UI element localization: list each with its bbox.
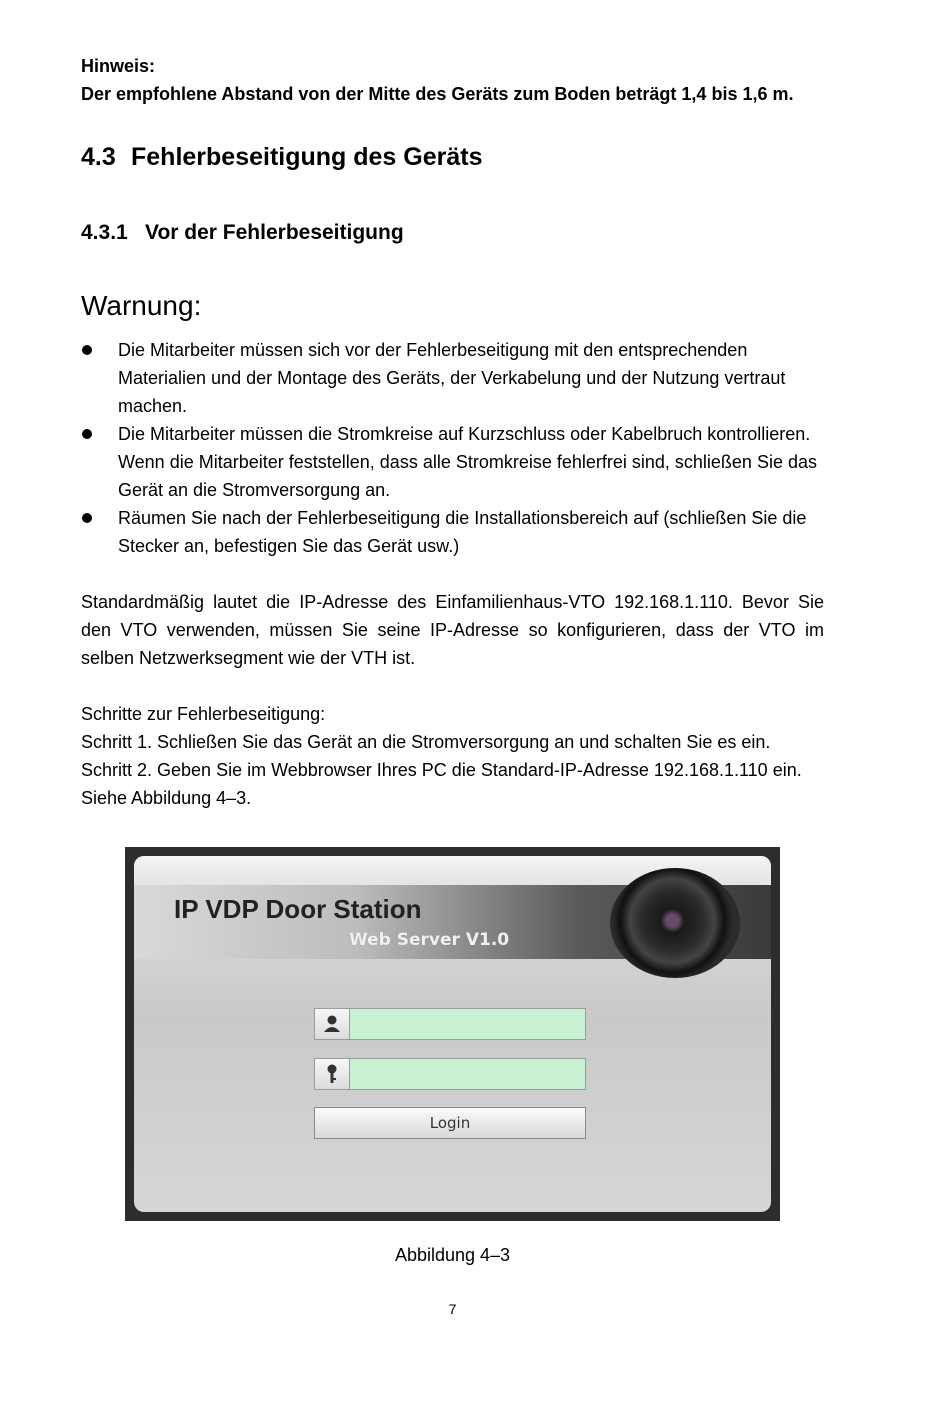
app-title: IP VDP Door Station — [174, 894, 422, 924]
login-button[interactable]: Login — [314, 1107, 586, 1139]
warning-heading: Warnung: — [81, 290, 202, 321]
password-input[interactable] — [350, 1059, 585, 1089]
note-text: Der empfohlene Abstand von der Mitte des Geräts zum Boden beträgt 1,4 bis 1,6 m. — [81, 84, 794, 104]
warning-list — [81, 336, 826, 560]
intro-paragraph: Standardmäßig lautet die IP-Adresse des Einfamilienhaus-VTO 192.168.1.110. Bevor Sie den VTO verwenden, müssen Sie seine IP-Adresse so konfigurieren, dass der VTO im selben Netzwerksegment wie der VTH ist. — [81, 592, 824, 668]
warning-item-text: Die Mitarbeiter müssen die Stromkreise auf Kurzschluss oder Kabelbruch kontrollieren. Wenn die Mitarbeiter feststellen, dass alle Stromkreise fehlerfrei sind, schließen Sie das Gerät an die Stromversorgung an. — [118, 424, 817, 500]
step-1: Schritt 1. Schließen Sie das Gerät an die Stromversorgung an und schalten Sie es ein. — [81, 732, 771, 752]
bullet-icon — [82, 345, 92, 355]
password-field — [314, 1058, 586, 1090]
app-subtitle: Web Server V1.0 — [349, 930, 510, 950]
section-title: Fehlerbeseitigung des Geräts — [131, 143, 483, 171]
section-heading — [81, 143, 483, 172]
user-icon — [315, 1009, 350, 1039]
login-screenshot — [125, 847, 780, 1221]
bullet-icon — [82, 513, 92, 523]
username-field — [314, 1008, 586, 1040]
warning-item-text: Die Mitarbeiter müssen sich vor der Fehlerbeseitigung mit den entsprechenden Materialien und der Montage des Geräts, der Verkabelung und der Nutzung vertraut machen. — [118, 340, 786, 416]
page-number: 7 — [448, 1301, 457, 1317]
key-icon — [315, 1059, 350, 1089]
camera-lens-image — [610, 868, 740, 978]
warning-item — [81, 420, 826, 504]
warning-item — [81, 504, 826, 560]
subsection-number: 4.3.1 — [81, 221, 128, 244]
warning-item — [81, 336, 826, 420]
section-number: 4.3 — [81, 143, 116, 171]
subsection-title: Vor der Fehlerbeseitigung — [145, 221, 404, 244]
warning-item-text: Räumen Sie nach der Fehlerbeseitigung die Installationsbereich auf (schließen Sie die Stecker an, befestigen Sie das Gerät usw.) — [118, 508, 807, 556]
figure-caption: Abbildung 4–3 — [394, 1245, 511, 1265]
bullet-icon — [82, 429, 92, 439]
note-label: Hinweis: — [81, 56, 156, 76]
username-input[interactable] — [350, 1009, 585, 1039]
login-window — [134, 856, 771, 1212]
steps-heading: Schritte zur Fehlerbeseitigung: — [81, 704, 326, 724]
step-2: Schritt 2. Geben Sie im Webbrowser Ihres PC die Standard-IP-Adresse 192.168.1.110 ein. — [81, 760, 802, 780]
subsection-heading — [81, 221, 404, 245]
step-2-continued: Siehe Abbildung 4–3. — [81, 788, 252, 808]
